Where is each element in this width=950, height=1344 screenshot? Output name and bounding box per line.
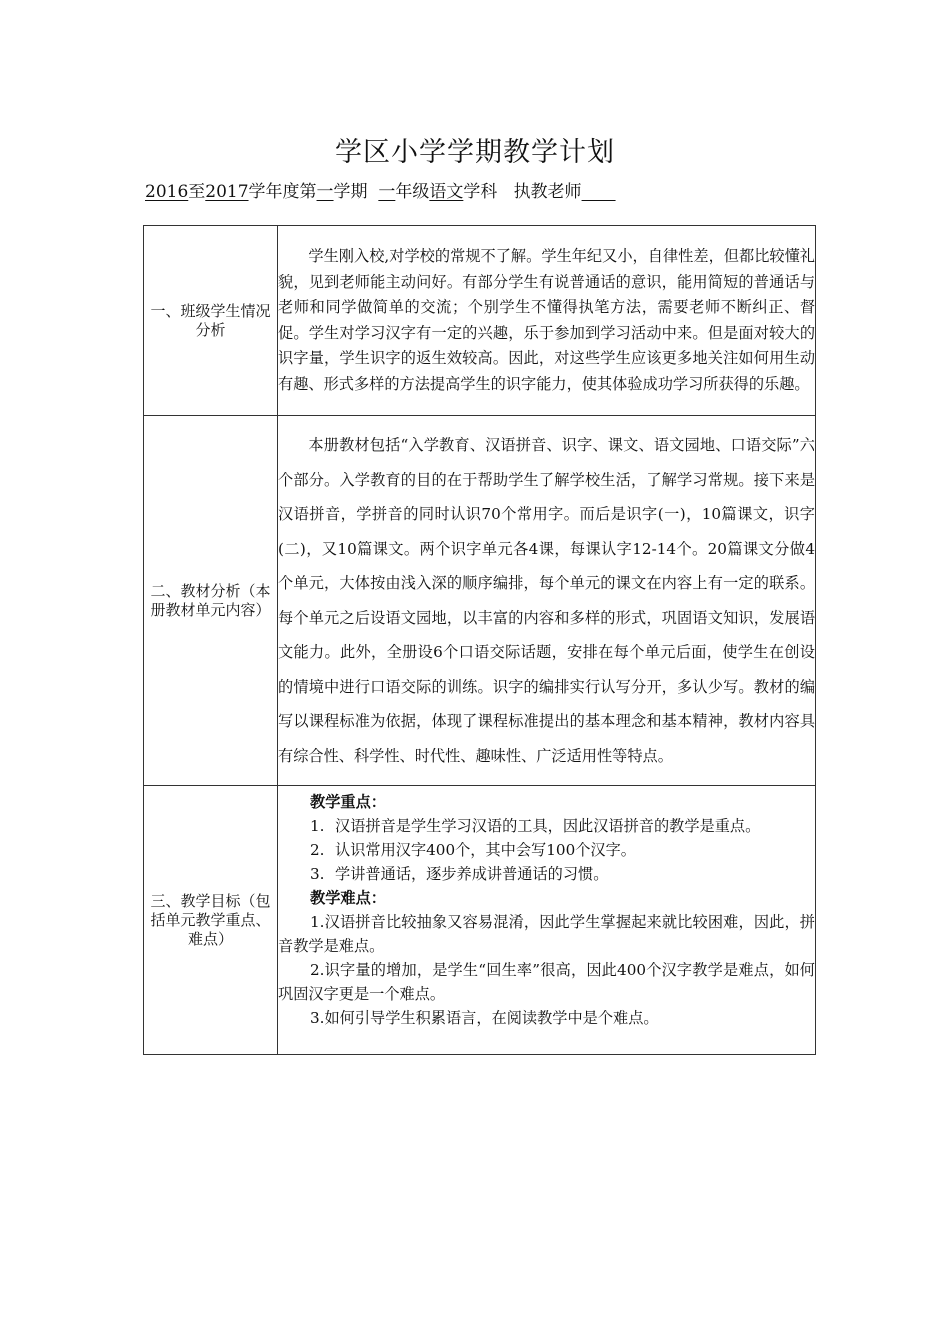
section-label: 一、班级学生情况分析: [144, 226, 278, 416]
term-number: 一: [316, 182, 334, 202]
item-text: 汉语拼音是学生学习汉语的工具，因此汉语拼音的教学是重点。: [335, 817, 761, 835]
item-number: 2.: [310, 841, 325, 859]
list-item: [278, 814, 815, 838]
item-number: 3.: [310, 865, 325, 883]
subtitle-text-2: 学期: [333, 182, 368, 202]
subtitle-text-4: 学科: [463, 182, 498, 202]
focus-heading: 教学重点：: [310, 793, 386, 811]
item-number: 1.: [310, 817, 325, 835]
item-text: 认识常用汉字400个，其中会写100个汉字。: [335, 841, 636, 859]
table-row: [144, 226, 816, 416]
difficulty-heading: 教学难点：: [310, 889, 386, 907]
subtitle-text-3: 年级: [395, 182, 430, 202]
table-row: [144, 786, 816, 1055]
teacher-blank: [582, 182, 616, 202]
subtitle-text-1: 学年度第: [248, 182, 317, 202]
teacher-label: 执教老师: [513, 182, 582, 202]
subject-name: 语文: [429, 182, 464, 202]
page-title: 学区小学学期教学计划: [335, 137, 615, 168]
plan-table: [143, 225, 816, 1055]
section-label: 二、教材分析（本册教材单元内容）: [144, 416, 278, 786]
subtitle-sep: 至: [188, 182, 206, 202]
table-row: [144, 416, 816, 786]
list-item: 3.如何引导学生积累语言，在阅读教学中是个难点。: [310, 1009, 659, 1027]
item-text: 学讲普通话，逐步养成讲普通话的习惯。: [335, 865, 609, 883]
class-analysis-text: 学生刚入校,对学校的常规不了解。学生年纪又小，自律性差，但都比较懂礼貌，见到老师能主动问好。有部分学生有说普通话的意识，能用简短的普通话与老师和同学做简单的交流；个别学生不懂得执笔方法，需要老师不断纠正、督促。学生对学习汉字有一定的兴趣，乐于参加到学习活动中来。但是面对较大的识字量，学生识字的返生效较高。因此，对这些学生应该更多地关注如何用生动有趣、形式多样的方法提高学生的识字能力，使其体验成功学习所获得的乐趣。: [278, 247, 815, 393]
list-item: [278, 838, 815, 862]
textbook-analysis-text: 本册教材包括“入学教育、汉语拼音、识字、课文、语文园地、口语交际”六个部分。入学教育的目的在于帮助学生了解学校生活，了解学习常规。接下来是汉语拼音，学拼音的同时认识70个常用字。而后是识字(一)，10篇课文，识字(二)，又10篇课文。两个识字单元各4课，每课认字12-14个。20篇课文分做4个单元，大体按由浅入深的顺序编排，每个单元的课文在内容上有一定的联系。每个单元之后设语文园地，以丰富的内容和多样的形式，巩固语文知识，发展语文能力。此外，全册设6个口语交际话题，安排在每个单元后面，使学生在创设的情境中进行口语交际的训练。识字的编排实行认写分开，多认少写。教材的编写以课程标准为依据，体现了课程标准提出的基本理念和基本精神，教材内容具有综合性、科学性、时代性、趣味性、广泛适用性等特点。: [278, 436, 815, 765]
grade-number: 一: [378, 182, 396, 202]
year-end: 2017: [205, 182, 249, 202]
section-content: [278, 226, 816, 416]
year-start: 2016: [145, 182, 189, 202]
list-item: 2.识字量的增加，是学生“回生率”很高，因此400个汉字教学是难点，如何巩固汉字更是一个难点。: [278, 961, 815, 1003]
list-item: [278, 862, 815, 886]
section-label: 三、教学目标（包括单元教学重点、难点）: [144, 786, 278, 1055]
list-item: 1.汉语拼音比较抽象又容易混淆，因此学生掌握起来就比较困难，因此，拼音教学是难点。: [278, 913, 815, 955]
plan-subtitle: [145, 177, 616, 202]
section-content: [278, 786, 816, 1055]
section-content: [278, 416, 816, 786]
